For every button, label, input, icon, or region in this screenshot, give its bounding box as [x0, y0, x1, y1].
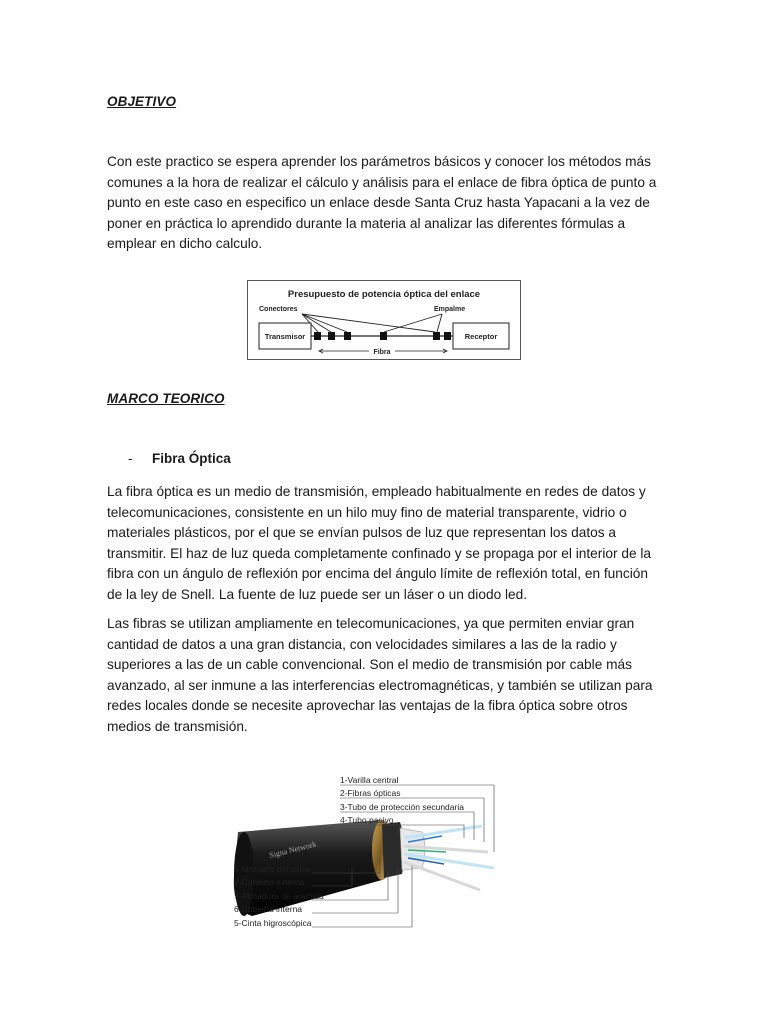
- fibra-label: Fibra: [373, 349, 391, 356]
- marco-teorico-heading: MARCO TEORICO: [107, 391, 225, 406]
- text-line: poner en práctica lo aprendido durante la materia al analizar las diferentes fórmulas a: [107, 215, 626, 231]
- fibra-paragraph-1: [107, 482, 667, 606]
- text-line: punto en este caso en especifico un enlace desde Santa Cruz hasta Yapacani a la vez de: [107, 195, 650, 211]
- label-tubo-pasivo: 4-Tubo pasivo: [340, 815, 394, 825]
- fibra-paragraph-2: [107, 614, 667, 738]
- cable-brand: Signa Network: [268, 839, 318, 860]
- label-varilla-central: 1-Varilla central: [340, 775, 399, 785]
- bullet-title: Fibra Óptica: [152, 451, 231, 466]
- text-line: de la ley de Snell. La fuente de luz puede ser un láser o un diodo led.: [107, 586, 528, 602]
- fiber-cable-figure: [232, 772, 502, 936]
- text-line: transmitir. El haz de luz queda completamente confinado y se propaga por el interior de la: [107, 545, 652, 561]
- objetivo-heading: OBJETIVO: [107, 94, 177, 109]
- receptor-label: Receptor: [464, 332, 498, 341]
- text-line: cantidad de datos a una gran distancia, con velocidades similares a las de la radio y: [107, 636, 617, 652]
- empalme-label: Empalme: [434, 306, 466, 313]
- label-cubierta-externa: 8-Cubierta externa: [234, 877, 305, 887]
- bullet-dash: -: [128, 451, 133, 466]
- text-line: medios de transmisión.: [107, 718, 248, 734]
- label-fibras-opticas: 2-Fibras ópticas: [340, 788, 401, 798]
- text-line: La fibra óptica es un medio de transmisión, empleado habitualmente en redes de datos y: [107, 484, 646, 499]
- text-line: fibra con un ángulo de reflexión por encima del ángulo límite de reflexión total, en función: [107, 566, 648, 582]
- label-marcado-cable: 9-Marcado del cable: [234, 864, 312, 874]
- transmisor-label: Transmisor: [264, 332, 306, 341]
- top-labels: [340, 775, 464, 825]
- objetivo-paragraph: [107, 152, 667, 255]
- label-tubo-proteccion: 3-Tubo de protección secundaria: [340, 802, 464, 812]
- text-line: redes locales donde se necesite aprovechar las ventajas de la fibra óptica sobre otros: [107, 698, 628, 714]
- text-line: telecomunicaciones, consistente en un hilo muy fino de material transparente, vidrio o: [107, 504, 627, 520]
- label-armadura-aramida: 7-Armadura de aramida: [234, 891, 324, 901]
- label-cinta-higroscopica: 5-Cinta higroscópica: [234, 918, 312, 928]
- text-line: materiales plásticos, por el que se envían pulsos de luz que representan los datos a: [107, 525, 617, 541]
- label-cubierta-interna: 6-Cubierta interna: [234, 904, 303, 914]
- bottom-labels: [234, 864, 324, 928]
- diagram-title: Presupuesto de potencia óptica del enlace: [287, 289, 481, 300]
- bullet-fibra-optica: [128, 451, 231, 466]
- conectores-label: Conectores: [259, 306, 298, 313]
- power-budget-diagram: [247, 280, 521, 360]
- text-line: emplear en dicho calculo.: [107, 236, 263, 252]
- text-line: Con este practico se espera aprender los parámetros básicos y conocer los métodos más: [107, 154, 651, 169]
- text-line: superiores a las de un cable convencional. Son el medio de transmisión por cable más: [107, 657, 632, 673]
- text-line: Las fibras se utilizan ampliamente en telecomunicaciones, ya que permiten enviar gran: [107, 616, 635, 631]
- text-line: avanzado, al ser inmune a las interferencias electromagnéticas, y también se utilizan para: [107, 677, 653, 693]
- text-line: comunes a la hora de realizar el cálculo y análisis para el enlace de fibra óptica de punto a: [107, 174, 657, 190]
